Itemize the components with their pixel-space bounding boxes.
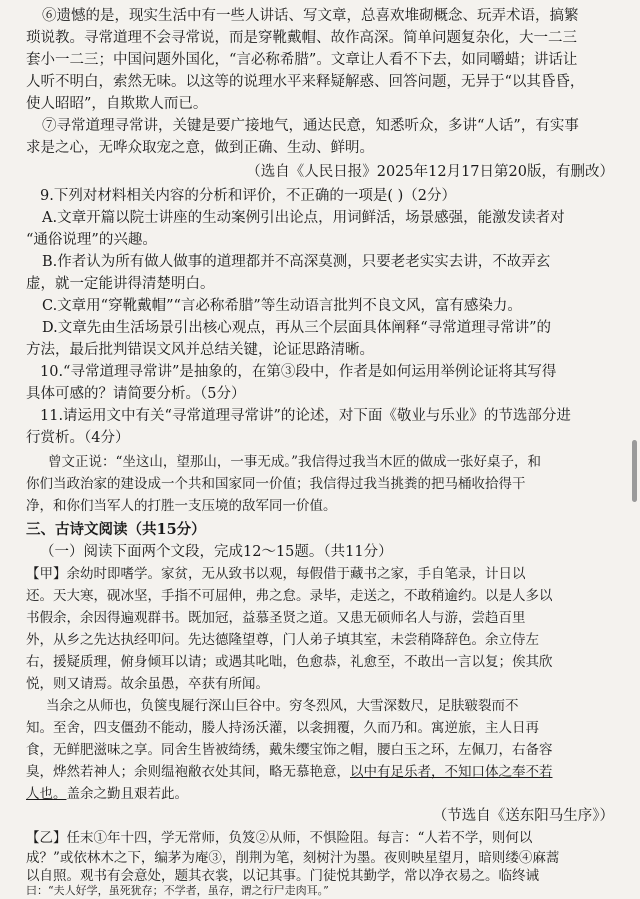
- jia-line5: 右，援疑质理，俯身倾耳以请；或遇其叱咄，色愈恭，礼愈至，不敢出一言以复；俟其欣: [26, 654, 553, 670]
- q9-option-b-line1: B.作者认为所有做人做事的道理都并不高深莫测，只要老老实实去讲，不故弄玄: [42, 254, 551, 270]
- jia-last-sentence: 盖余之勤且艰若此。: [66, 786, 188, 802]
- jia-underlined-sentence: 以中有足乐者，不知口体之奉不若: [350, 764, 553, 780]
- jia-line6: 悦，则又请焉。故余虽愚，卒获有所闻。: [26, 676, 269, 692]
- question-11-line1: 11.请运用文中有关“寻常道理寻常讲”的论述，对下面《敬业与乐业》的节选部分进: [40, 408, 571, 424]
- jia-line10-text: 臭，烨然若神人；余则缊袍敝衣处其间，略无慕艳意，: [26, 764, 350, 780]
- scrollbar-thumb[interactable]: [632, 440, 637, 502]
- question-10-line2: 具体可感的？请简要分析。（5分）: [26, 386, 246, 402]
- q9-option-a-line1: A.文章开篇以院士讲座的生动案例引出论点，用词鲜活，场景感强，能激发读者对: [42, 210, 565, 226]
- article-para6-line4: 人听不明白，索然无味。以这等的说理水平来释疑解惑、回答问题，无异于“以其昏昏，: [26, 74, 585, 90]
- question-10-line1: 10.“寻常道理寻常讲”是抽象的，在第③段中，作者是如何运用举例论证将其写得: [40, 364, 557, 380]
- article-para6-line3: 套小一二三；中国问题外国化，“言必称希腊”。文章让人看不下去，如同嚼蜡；讲话让: [26, 52, 578, 68]
- question-9-stem: 9.下列对材料相关内容的分析和评价，不正确的一项是( )（2分）: [40, 188, 456, 204]
- jia-underlined-end: 人也。: [26, 786, 67, 802]
- jia-line3: 书假余，余因得遍观群书。既加冠，益慕圣贤之道。又患无硕师名人与游，尝趋百里: [26, 610, 526, 626]
- question-11-line2: 行赏析。（4分）: [26, 430, 130, 446]
- q11-quote-line2: 你们当政治家的建设成一个共和国家同一价值；我信得过我当挑粪的把马桶收拾得干: [26, 476, 526, 492]
- article-para6-line5: 使人昭昭”，自欺欺人而已。: [26, 96, 208, 112]
- jia-line11: [26, 784, 640, 804]
- q11-quote-line1: 曾文正说：“坐这山，望那山，一事无成。”我信得过我当木匠的做成一张好桌子，和: [48, 454, 542, 470]
- article-para6-line2: 琐说教。寻常道理不会寻常说，而是穿靴戴帽、故作高深。简单问题复杂化，大一二三: [26, 30, 577, 46]
- article-para6-line1: ⑥遗憾的是，现实生活中有一些人讲话、写文章，总喜欢堆砌概念、玩弄术语，搞繁: [42, 8, 579, 24]
- jia-line8: 知。至舍，四支僵劲不能动，媵人持汤沃灌，以衾拥覆，久而乃和。寓逆旅，主人日再: [26, 720, 539, 736]
- q9-option-a-line2: “通俗说理”的兴趣。: [26, 232, 157, 248]
- q9-option-b-line2: 虚，就一定能讲得清楚明白。: [26, 276, 215, 292]
- section-3-subheading: （一）阅读下面两个文段，完成12～15题。（共11分）: [40, 544, 393, 560]
- yi-line3: 以自照。观书有会意处，题其衣裳，以记其事。门徒悦其勤学，常以净衣易之。临终诫: [26, 868, 539, 884]
- article-para7-line1: ⑦寻常道理寻常讲，关键是要广接地气，通达民意，知悉听众，多讲“人话”，有实事: [42, 118, 579, 134]
- q9-option-c: C.文章用“穿靴戴帽”“言必称希腊”等生动语言批判不良文风，富有感染力。: [42, 298, 522, 314]
- q9-option-d-line2: 方法，最后批判错误文风并总结关键，论证思路清晰。: [26, 342, 374, 358]
- jia-line9: 食，无鲜肥滋味之享。同舍生皆被绮绣，戴朱缨宝饰之帽，腰白玉之环，左佩刀，右备容: [26, 742, 553, 758]
- article-para7-line2: 求是之心，无哗众取宠之意，做到正确、生动、鲜明。: [26, 140, 374, 156]
- section-3-heading: 三、古诗文阅读（共15分）: [26, 521, 206, 538]
- article-source: （选自《人民日报》2025年12月17日第20版，有删改）: [246, 164, 614, 180]
- jia-line1: 【甲】余幼时即嗜学。家贫，无从致书以观，每假借于藏书之家，手自笔录，计日以: [26, 566, 526, 582]
- jia-source: （节选自《送东阳马生序》）: [432, 808, 614, 824]
- yi-line4: 曰：“夫人好学，虽死犹存；不学者，虽存，谓之行尸走肉耳。”: [26, 884, 329, 897]
- jia-line10: [26, 762, 640, 782]
- yi-line2: 成？”或依林木之下，编茅为庵③，削荆为笔，刻树汁为墨。夜则映星望月，暗则缕④麻蒿: [26, 850, 560, 866]
- jia-line2: 还。天大寒，砚冰坚，手指不可屈伸，弗之怠。录毕，走送之，不敢稍逾约。以是人多以: [26, 588, 553, 604]
- jia-line4: 外，从乡之先达执经叩问。先达德隆望尊，门人弟子填其室，未尝稍降辞色。余立侍左: [26, 632, 539, 648]
- yi-line1: 【乙】任末①年十四，学无常师，负笈②从师，不惧险阻。每言：“人若不学，则何以: [26, 830, 533, 846]
- q11-quote-line3: 净，和你们当军人的打胜一支压境的敌军同一价值。: [26, 498, 337, 514]
- q9-option-d-line1: D.文章先由生活场景引出核心观点，再从三个层面具体阐释“寻常道理寻常讲”的: [42, 320, 552, 336]
- jia-line7: 当余之从师也，负箧曳屣行深山巨谷中。穷冬烈风，大雪深数尺，足肤皲裂而不: [46, 698, 519, 714]
